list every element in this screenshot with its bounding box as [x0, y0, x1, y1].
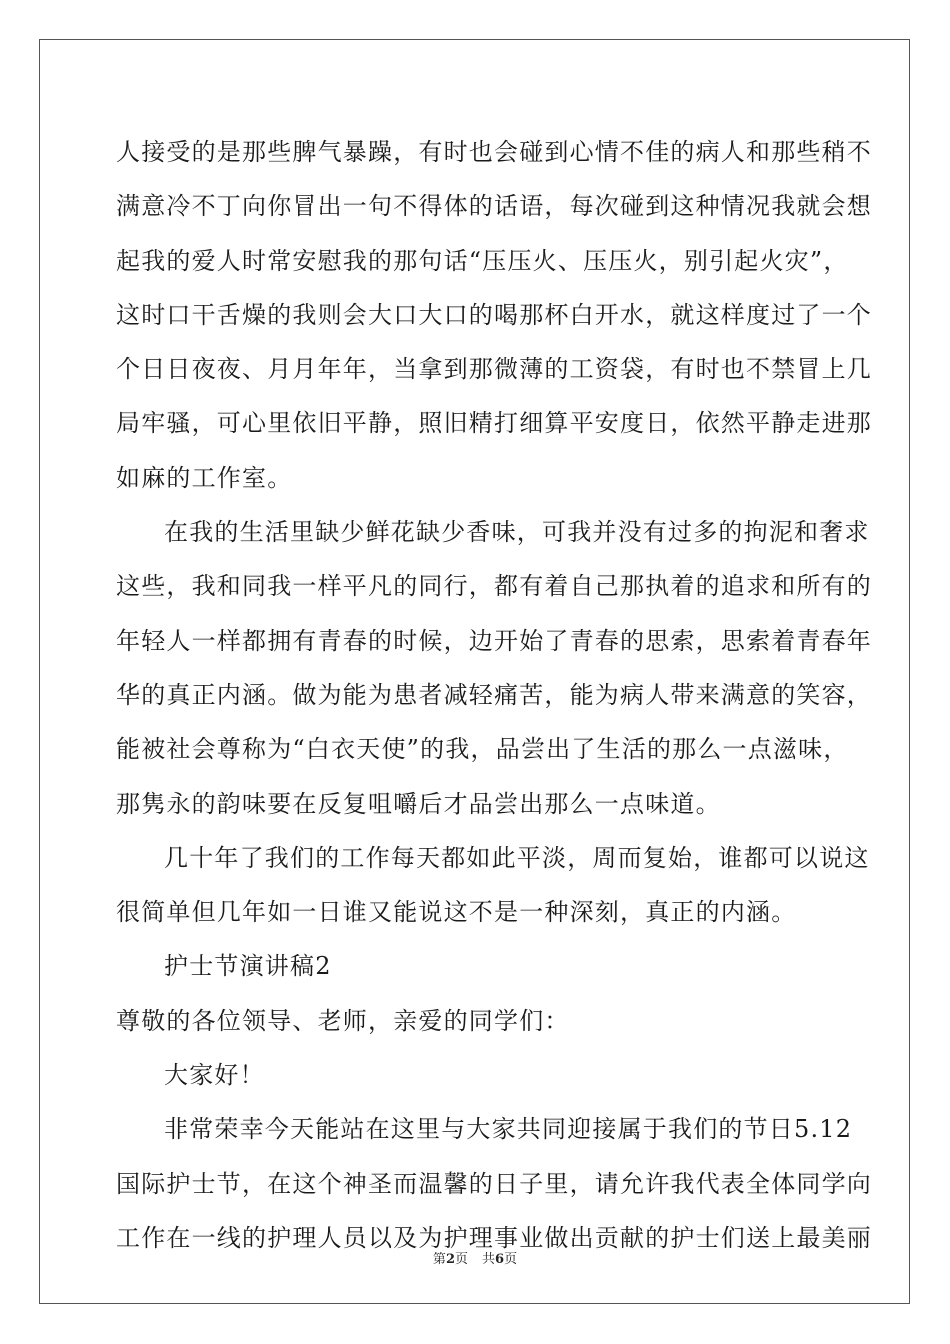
text-line: 满意冷不丁向你冒出一句不得体的话语，每次碰到这种情况我就会想 [116, 192, 872, 221]
text-line: 这时口干舌燥的我则会大口大口的喝那杯白开水，就这样度过了一个 [116, 300, 872, 329]
text-line: 如麻的工作室。 [116, 463, 293, 492]
text-line: 华的真正内涵。做为能为患者减轻痛苦，能为病人带来满意的笑容， [116, 680, 872, 709]
page-unit: 页 [454, 1252, 468, 1267]
text-line: 国际护士节，在这个神圣而温馨的日子里，请允许我代表全体同学向 [116, 1169, 872, 1198]
text-line: 局牢骚，可心里依旧平静，照旧精打细算平安度日，依然平静走进那 [116, 409, 872, 438]
text-line: 人接受的是那些脾气暴躁，有时也会碰到心情不佳的病人和那些稍不 [116, 138, 872, 166]
document-body [116, 125, 872, 1265]
text-line: 起我的爱人时常安慰我的那句话“压压火、压压火，别引起火灾”， [116, 246, 849, 275]
page-prefix: 第 [432, 1252, 446, 1267]
text-line: 工作在一线的护理人员以及为护理事业做出贡献的护士们送上最美丽 [116, 1223, 872, 1252]
section-title: 护士节演讲稿2 [164, 952, 332, 981]
total-prefix: 共 [482, 1252, 496, 1267]
text-line: 很简单但几年如一日谁又能说这不是一种深刻，真正的内涵。 [116, 898, 797, 927]
page-footer [0, 1248, 950, 1267]
greeting: 大家好！ [164, 1061, 265, 1090]
paragraph-start-line: 在我的生活里缺少鲜花缺少香味，可我并没有过多的拘泥和奢求 [164, 518, 870, 547]
text-line: 能被社会尊称为“白衣天使”的我，品尝出了生活的那么一点滋味， [116, 735, 849, 764]
total-unit: 页 [504, 1252, 518, 1267]
paragraph-start-line: 非常荣幸今天能站在这里与大家共同迎接属于我们的节日5.12 [164, 1115, 853, 1144]
text-line: 那隽永的韵味要在反复咀嚼后才品尝出那么一点味道。 [116, 789, 721, 818]
salutation: 尊敬的各位领导、老师，亲爱的同学们： [116, 1006, 570, 1035]
paragraph-start-line: 几十年了我们的工作每天都如此平淡，周而复始，谁都可以说这 [164, 843, 870, 872]
current-page-number: 2 [445, 1252, 455, 1267]
text-line: 这些，我和同我一样平凡的同行，都有着自己那执着的追求和所有的 [116, 572, 872, 601]
text-line: 个日日夜夜、月月年年，当拿到那微薄的工资袋，有时也不禁冒上几 [116, 355, 872, 384]
total-page-count: 6 [495, 1252, 505, 1267]
text-line: 年轻人一样都拥有青春的时候，边开始了青春的思索，思索着青春年 [116, 626, 872, 655]
